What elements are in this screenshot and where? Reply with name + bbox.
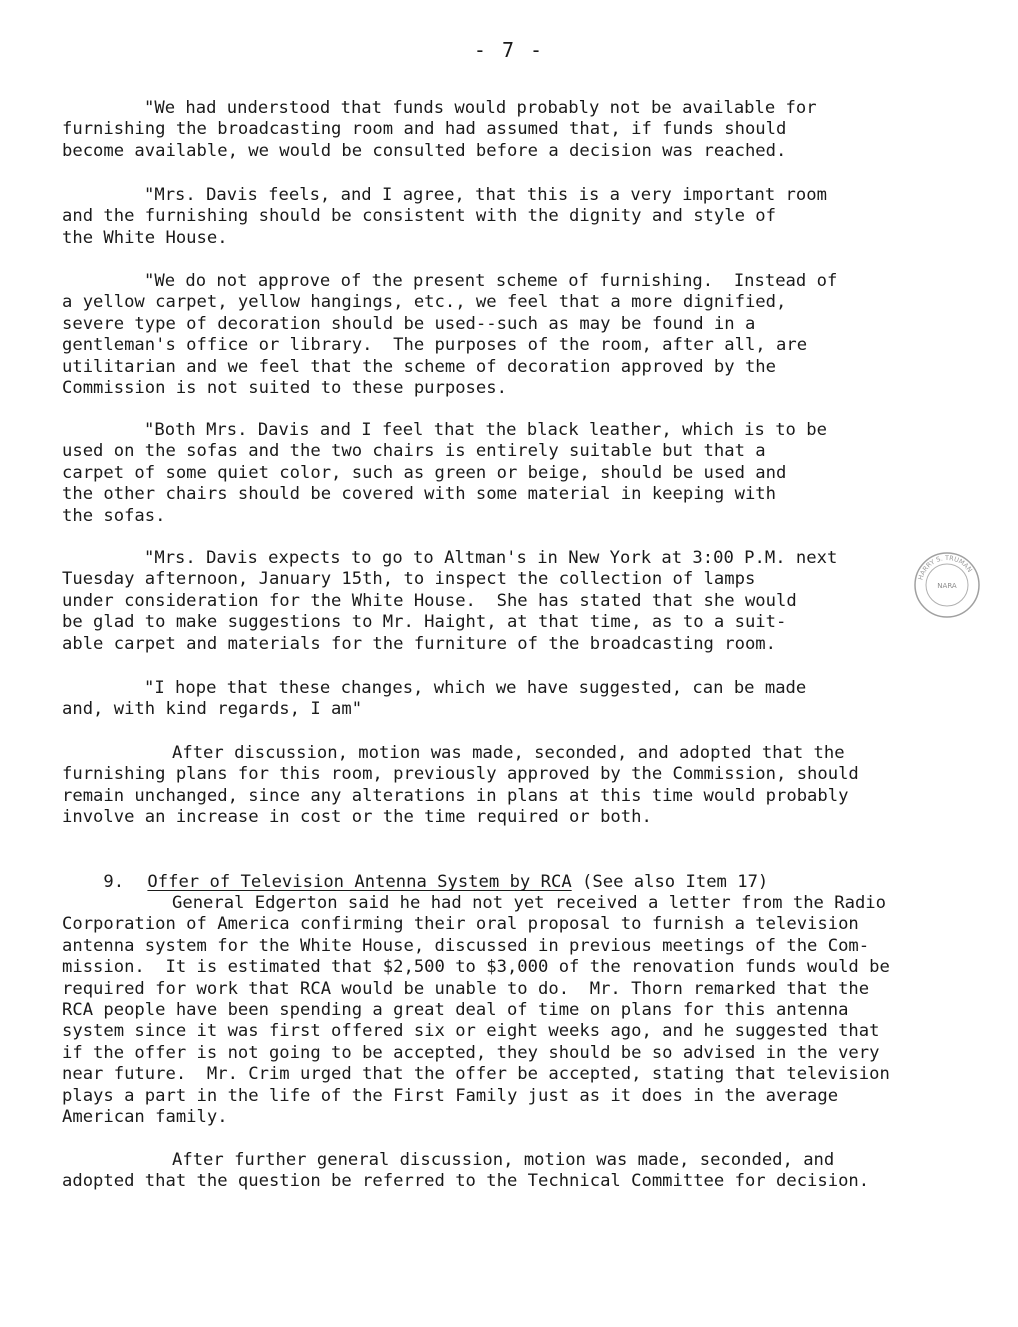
section-title: Offer of Television Antenna System by RCA (147, 872, 572, 893)
text-line: utilitarian and we feel that the scheme of decoration approved by the (62, 356, 776, 377)
text-line: gentleman's office or library. The purposes of the room, after all, are (62, 335, 808, 356)
text-line: "We do not approve of the present scheme of furnishing. Instead of (144, 271, 838, 291)
text-line: plays a part in the life of the First Family just as it does in the average (62, 1085, 839, 1106)
text-line: After further general discussion, motion was made, seconded, and (172, 1150, 835, 1170)
text-line: and, with kind regards, I am" (62, 699, 363, 720)
text-line: After discussion, motion was made, seconded, and adopted that the (172, 743, 845, 763)
text-line: adopted that the question be referred to the Technical Committee for decision. (62, 1171, 870, 1192)
text-line: "Mrs. Davis expects to go to Altman's in New York at 3:00 P.M. next (144, 548, 838, 568)
text-line: "Both Mrs. Davis and I feel that the black leather, which is to be (144, 420, 827, 440)
text-line: furnishing the broadcasting room and had assumed that, if funds should (62, 119, 787, 140)
text-line: "Mrs. Davis feels, and I agree, that this is a very important room (144, 185, 827, 205)
text-line: American family. (62, 1107, 228, 1128)
quote-paragraph-altmans (62, 548, 892, 655)
stamp-center-text: NARA (937, 582, 957, 590)
text-line: "I hope that these changes, which we have suggested, can be made (144, 678, 807, 698)
text-line: furnishing plans for this room, previously approved by the Commission, should (62, 764, 859, 785)
text-line: General Edgerton said he had not yet received a letter from the Radio (172, 893, 886, 913)
quote-paragraph-closing (62, 678, 892, 721)
rca-paragraph (62, 893, 892, 1128)
text-line: remain unchanged, since any alterations in plans at this time would probably (62, 785, 849, 806)
motion-paragraph-furnishing (62, 743, 892, 829)
stamp-arc-text: HARRY S. TRUMAN (916, 554, 974, 581)
text-line: be glad to make suggestions to Mr. Haight, at that time, as to a suit- (62, 612, 787, 633)
text-line: used on the sofas and the two chairs is entirely suitable but that a (62, 441, 766, 462)
text-line: able carpet and materials for the furniture of the broadcasting room. (62, 633, 776, 654)
text-line: Corporation of America confirming their oral proposal to furnish a television (62, 914, 859, 935)
quote-paragraph-funds (62, 98, 892, 162)
text-line: under consideration for the White House. She has stated that she would (62, 590, 797, 611)
motion-paragraph-rca (62, 1150, 892, 1193)
text-line: Commission is not suited to these purposes. (62, 378, 507, 399)
text-line: mission. It is estimated that $2,500 to $3,000 of the renovation funds would be (62, 957, 890, 978)
text-line: "We had understood that funds would probably not be available for (144, 98, 817, 118)
text-line: if the offer is not going to be accepted, they should be so advised in the very (62, 1042, 880, 1063)
text-line: near future. Mr. Crim urged that the offer be accepted, stating that television (62, 1064, 890, 1085)
page-number: - 7 - (473, 38, 545, 62)
quote-paragraph-scheme (62, 271, 892, 399)
section-number: 9. (103, 872, 125, 893)
text-line: the sofas. (62, 505, 166, 526)
text-line: severe type of decoration should be used--such as may be found in a (62, 313, 756, 334)
text-line: and the furnishing should be consistent with the dignity and style of (62, 206, 776, 227)
text-line: required for work that RCA would be unable to do. Mr. Thorn remarked that the (62, 978, 870, 999)
text-line: antenna system for the White House, discussed in previous meetings of the Com- (62, 935, 870, 956)
text-line: become available, we would be consulted before a decision was reached. (62, 140, 787, 161)
text-line: system since it was first offered six or eight weeks ago, and he suggested that (62, 1021, 880, 1042)
text-line: a yellow carpet, yellow hangings, etc., we feel that a more dignified, (62, 292, 787, 313)
quote-paragraph-davis (62, 185, 892, 249)
library-stamp-seal (913, 551, 981, 619)
text-line: involve an increase in cost or the time required or both. (62, 807, 652, 828)
text-line: RCA people have been spending a great deal of time on plans for this antenna (62, 1000, 849, 1021)
text-line: the White House. (62, 227, 228, 248)
text-line: Tuesday afternoon, January 15th, to inspect the collection of lamps (62, 569, 756, 590)
text-line: the other chairs should be covered with some material in keeping with (62, 484, 776, 505)
section-note: (See also Item 17) (571, 872, 769, 893)
quote-paragraph-leather (62, 420, 892, 527)
text-line: carpet of some quiet color, such as green or beige, should be used and (62, 462, 787, 483)
